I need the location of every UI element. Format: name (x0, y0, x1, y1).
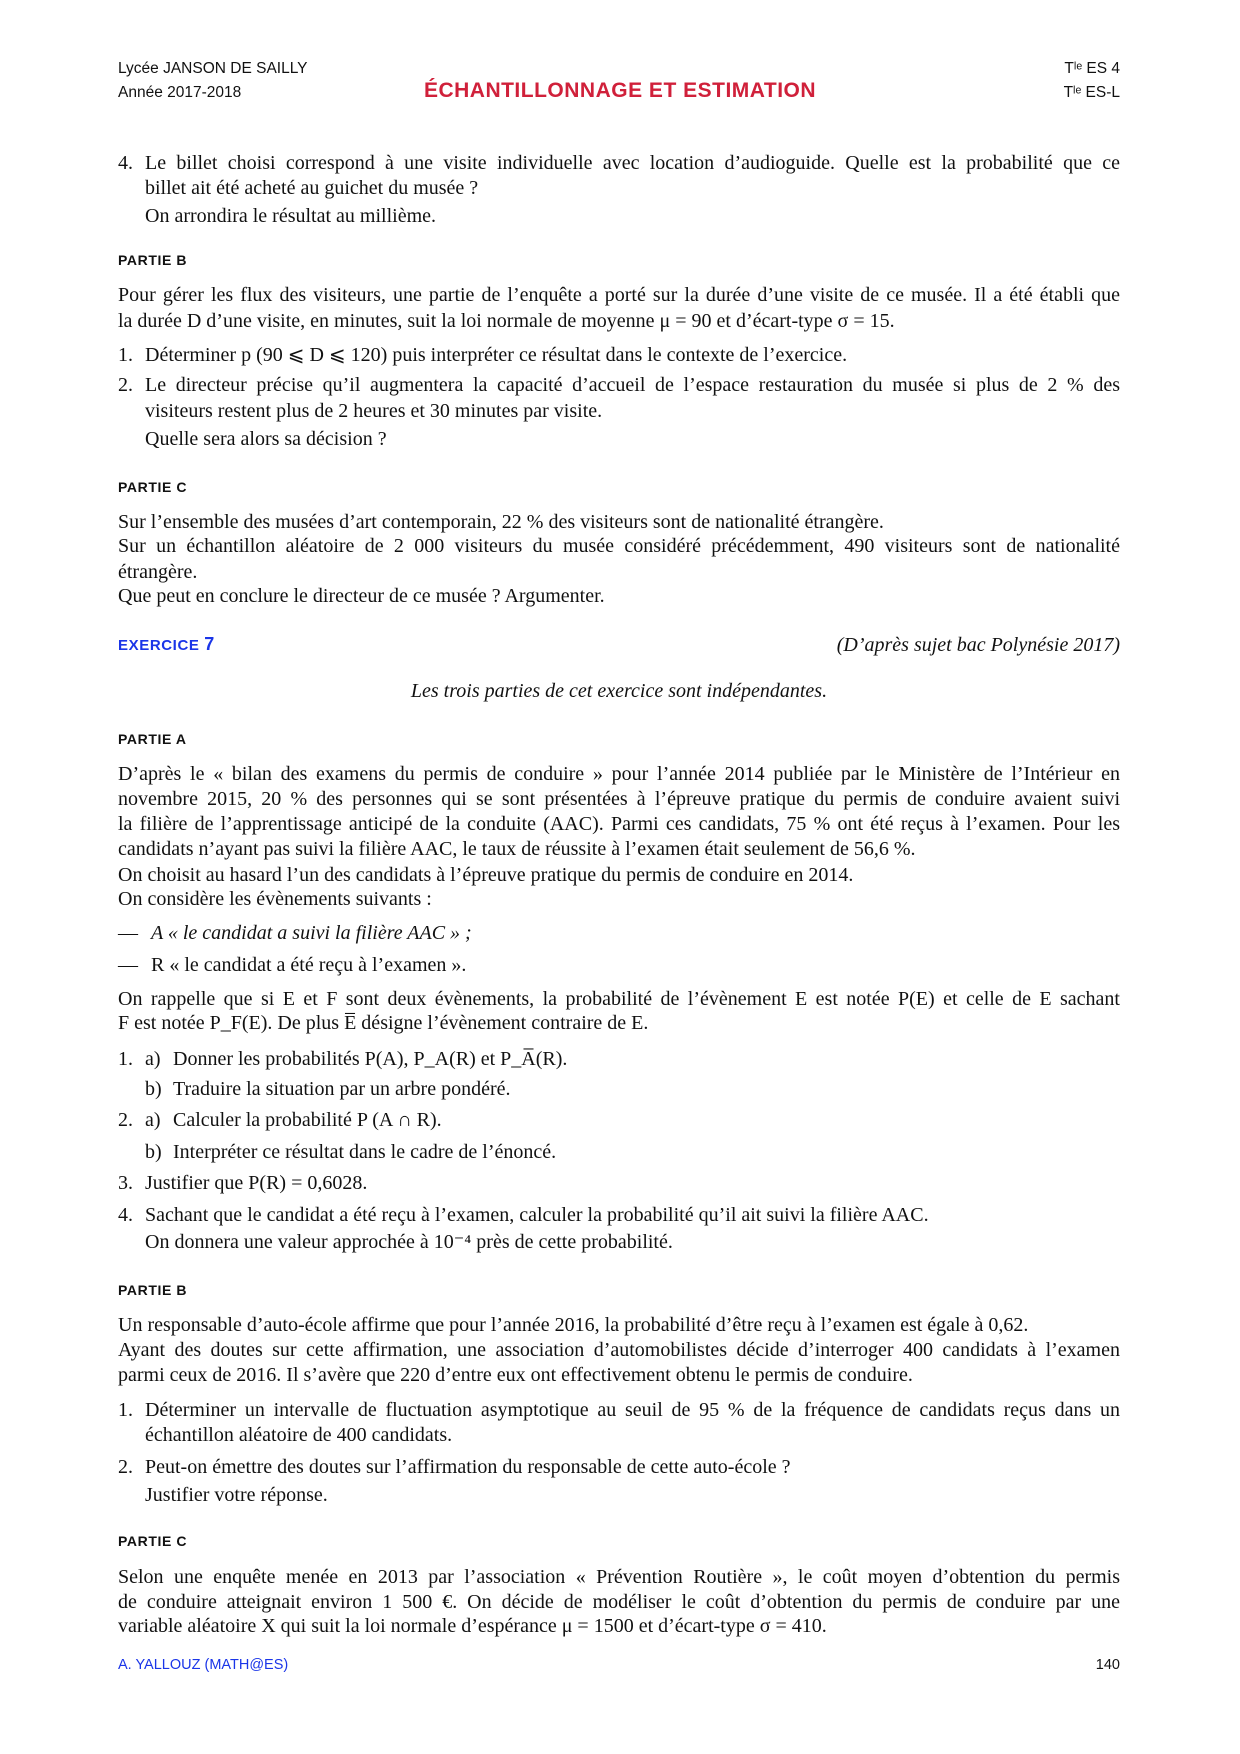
paragraph-line: Pour gérer les flux des visiteurs, une partie de l’enquête a porté sur la durée d’une visite de ce musée. Il a été établi que (118, 284, 1120, 306)
question-text: Déterminer p (90 ⩽ D ⩽ 120) puis interpréter ce résultat dans le contexte de l’exercice. (145, 344, 848, 366)
question-number: 1. (118, 344, 133, 366)
question-text: Donner les probabilités P(A), P_A(R) et P_A̅(R). (173, 1048, 568, 1070)
dash: — (118, 922, 138, 944)
subquestion-label: a) (145, 1048, 161, 1070)
question-text: Interpréter ce résultat dans le cadre de l’énoncé. (173, 1141, 557, 1163)
footer-author: A. YALLOUZ (MATH@ES) (118, 1657, 289, 1673)
exercise-source: (D’après sujet bac Polynésie 2017) (836, 634, 1120, 656)
paragraph-line: parmi ceux de 2016. Il s’avère que 220 d’entre eux ont effectivement obtenu le permis de conduire. (118, 1364, 913, 1386)
paragraph-line: On choisit au hasard l’un des candidats à l’épreuve pratique du permis de conduire en 2014. (118, 864, 854, 886)
paragraph-line: Un responsable d’auto-école affirme que pour l’année 2016, la probabilité d’être reçu à l’examen est égale à 0,62. (118, 1314, 1029, 1336)
question-number: 4. (118, 1204, 133, 1226)
paragraph-line: variable aléatoire X qui suit la loi normale d’espérance μ = 1500 et d’écart-type σ = 410. (118, 1615, 827, 1637)
subquestion-label: b) (145, 1078, 162, 1100)
question-number: 3. (118, 1172, 133, 1194)
paragraph-line: Sur un échantillon aléatoire de 2 000 visiteurs du musée considéré précédemment, 490 visiteurs sont de nationalité (118, 535, 1120, 557)
chapter-title: ÉCHANTILLONNAGE ET ESTIMATION (423, 79, 817, 102)
paragraph-line: On considère les évènements suivants : (118, 888, 432, 910)
question-text: Calculer la probabilité P (A ∩ R). (173, 1109, 442, 1131)
question-text: billet ait été acheté au guichet du musée ? (145, 177, 479, 199)
section-heading: PARTIE C (118, 1533, 188, 1549)
school-year: Année 2017-2018 (118, 84, 242, 101)
question-number: 2. (118, 1456, 133, 1478)
question-text: Le directeur précise qu’il augmentera la capacité d’accueil de l’espace restauration du musée si plus de 2 % des (145, 374, 1120, 396)
question-text: visiteurs restent plus de 2 heures et 30 minutes par visite. (145, 400, 603, 422)
dash: — (118, 954, 138, 976)
event-item: A « le candidat a suivi la filière AAC » ; (151, 922, 472, 944)
class-label-1: Tˡᵉ ES 4 (1064, 60, 1120, 77)
page-number: 140 (1095, 1657, 1120, 1673)
question-text: Traduire la situation par un arbre pondéré. (173, 1078, 511, 1100)
exercise-label: EXERCICE (118, 637, 200, 654)
paragraph-line: étrangère. (118, 561, 198, 583)
paragraph-line: la durée D d’une visite, en minutes, suit la loi normale de moyenne μ = 90 et d’écart-type σ = 15. (118, 310, 895, 332)
section-heading: PARTIE B (118, 252, 188, 268)
section-heading: PARTIE B (118, 1282, 188, 1298)
subquestion-label: a) (145, 1109, 161, 1131)
paragraph-line: On rappelle que si E et F sont deux évènements, la probabilité de l’évènement E est notée P(E) et celle de E sachant (118, 988, 1120, 1010)
question-text: Justifier votre réponse. (145, 1484, 328, 1506)
paragraph-line: candidats n’ayant pas suivi la filière AAC, le taux de réussite à l’examen était seulement de 56,6 %. (118, 838, 916, 860)
section-heading: PARTIE A (118, 731, 187, 747)
subquestion-label: b) (145, 1141, 162, 1163)
question-text: Le billet choisi correspond à une visite individuelle avec location d’audioguide. Quelle est la probabilité que ce (145, 152, 1120, 174)
paragraph-line: Ayant des doutes sur cette affirmation, une association d’automobilistes décide d’interroger 400 candidats à l’examen (118, 1339, 1120, 1361)
paragraph-line: Selon une enquête menée en 2013 par l’association « Prévention Routière », le coût moyen d’obtention du permis (118, 1566, 1120, 1588)
paragraph-line: F est notée P_F(E). De plus E̅ désigne l’évènement contraire de E. (118, 1012, 649, 1034)
paragraph-line: Que peut en conclure le directeur de ce musée ? Argumenter. (118, 585, 605, 607)
exercise-note: Les trois parties de cet exercice sont indépendantes. (410, 680, 828, 702)
paragraph-line: de conduire atteignait environ 1 500 €. On décide de modéliser le coût d’obtention du permis de conduire par une (118, 1591, 1120, 1613)
question-text: On arrondira le résultat au millième. (145, 205, 437, 227)
question-number: 1. (118, 1399, 133, 1421)
question-text: Déterminer un intervalle de fluctuation asymptotique au seuil de 95 % de la fréquence de candidats reçus dans un (145, 1399, 1120, 1421)
question-text: échantillon aléatoire de 400 candidats. (145, 1424, 453, 1446)
question-number: 1. (118, 1048, 133, 1070)
question-text: Sachant que le candidat a été reçu à l’examen, calculer la probabilité qu’il ait suivi la filière AAC. (145, 1204, 929, 1226)
question-number: 2. (118, 1109, 133, 1131)
question-text: Peut-on émettre des doutes sur l’affirmation du responsable de cette auto-école ? (145, 1456, 791, 1478)
section-heading: PARTIE C (118, 479, 188, 495)
question-text: Quelle sera alors sa décision ? (145, 428, 387, 450)
class-label-2: Tˡᵉ ES-L (1063, 84, 1120, 101)
question-number: 2. (118, 374, 133, 396)
paragraph-line: D’après le « bilan des examens du permis de conduire » pour l’année 2014 publiée par le Ministère de l’Intérieur en (118, 763, 1120, 785)
paragraph-line: la filière de l’apprentissage anticipé de la conduite (AAC). Parmi ces candidats, 75 % ont été reçus à l’examen. Pour les (118, 813, 1120, 835)
school-name: Lycée JANSON DE SAILLY (118, 60, 308, 77)
question-number: 4. (118, 152, 133, 174)
question-text: On donnera une valeur approchée à 10⁻⁴ près de cette probabilité. (145, 1231, 673, 1253)
event-item: R « le candidat a été reçu à l’examen ». (151, 954, 467, 976)
paragraph-line: Sur l’ensemble des musées d’art contemporain, 22 % des visiteurs sont de nationalité étrangère. (118, 511, 884, 533)
paragraph-line: novembre 2015, 20 % des personnes qui se sont présentées à l’épreuve pratique du permis de conduire avaient suivi (118, 788, 1120, 810)
question-text: Justifier que P(R) = 0,6028. (145, 1172, 368, 1194)
exercise-number: 7 (204, 634, 215, 654)
